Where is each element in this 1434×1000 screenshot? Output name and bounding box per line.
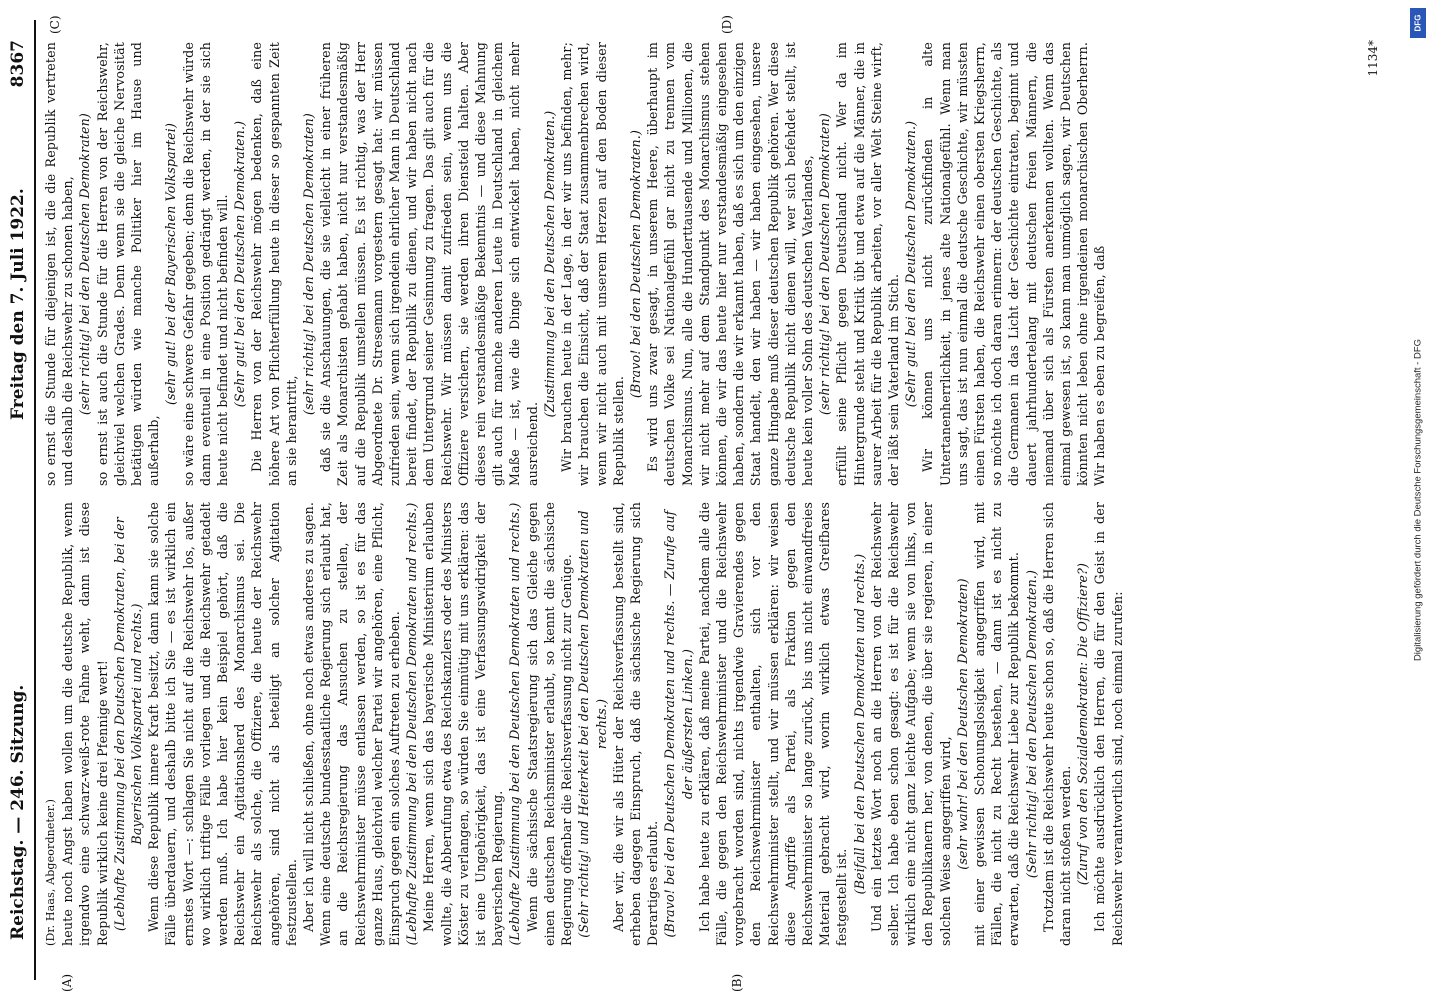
parliamentary-interjection: (Lebhafte Zustimmung bei den Deutschen Demokraten und rechts.): [404, 502, 420, 946]
margin-letter-b: (B): [730, 973, 744, 992]
paragraph: so wäre eine schwere Gefahr gegeben; denn die Reichswehr würde dann eventuell in eine Position gedrängt werden, in der sie sich heute nicht befindet und nicht befinden will.: [180, 42, 231, 486]
parliamentary-interjection: (sehr richtig! bei den Deutschen Demokraten): [301, 113, 317, 415]
paragraph: daß sie die Anschauungen, die sie vielleicht in einer früheren Zeit als Monarchisten gehabt haben, nicht nur verstandesmäßig auf die Republik umstellen müssen. Es ist richtig, was der Herr Abgeordnete Dr. Stresemann vorgestern gesagt hat: wir müssen zufrieden sein, wenn sich irgendein ehrlicher Mann in Deutschland bereit findet, der Republik zu dienen, und wir haben nicht nach dem Untergrund seiner Gesinnung zu fragen. Das gilt auch für die Reichswehr. Wir müssen damit zufrieden sein, wenn uns die Offiziere versichern, sie werden ihren Diensteid halten. Aber dieses rein verstandesmäßige Bekenntnis — und diese Mahnung gilt auch für manche anderen Leute in Deutschland in gleichem Maße — ist, wie die Dinge sich entwickelt haben, nicht mehr ausreichend.: [318, 42, 540, 486]
paragraph: Wenn die sächsische Staatsregierung sich das Gleiche gegen einen deutschen Reichsminister erlaubt, so kennt die sächsische Regierung offenbar die Reichsverfassung nicht zur Genüge.: [524, 502, 575, 946]
paragraph: Wir können uns nicht zurückfinden in alte Untertanenherrlichkeit, in jenes alte Nationalgefühl. Wenn man uns sagt, das ist nun einmal die deutsche Geschichte, wir müssten einen Fürsten haben, die Reichswehr einen obersten Kriegsherrn, so möchte ich doch daran erinnern: der deutschen Geschichte, als die Germanen in das Licht der Geschichte eintraten, beginnt und dauert jahrhundertelang mit deutschen freien Männern, die niemand über sich als Fürsten anerkennen wollten. Wenn das einmal gewesen ist, so kann man unmöglich sagen, wir Deutschen könnten nicht leben ohne irgendeinen monarchischen Oberherrn. Wir haben es eben zu begreifen, daß: [920, 42, 1108, 486]
paragraph: Und ein letztes Wort noch an die Herren von der Reichswehr selber. Ich habe eben schon gesagt: es ist für die Reichswehr wirklich eine nicht ganz leichte Aufgabe; wenn sie von links, von den Republikanern her, von denen, die über sie regieren, in einer solchen Weise angegriffen wird,: [868, 502, 953, 946]
header-rule: [34, 20, 36, 980]
parliamentary-interjection: (Bravo! bei den Deutschen Demokraten und rechts. — Zurufe auf der äußersten Linken.): [662, 510, 695, 938]
parliamentary-interjection: (sehr richtig! bei den Deutschen Demokraten): [77, 113, 93, 415]
paragraph: Meine Herren, wenn sich das bayerische Ministerium erlauben wollte, die Abberufung etwa des Reichskanzlers oder des Ministers Köster zu verlangen, so würden Sie einmütig mit uns erklären: das ist eine Ungehörigkeit, das ist eine Verfassungswidrigkeit der bayerischen Regierung.: [421, 502, 506, 946]
parliamentary-interjection: (Bravo! bei den Deutschen Demokraten.): [627, 129, 643, 399]
page-number: 8367: [8, 40, 28, 88]
parliamentary-interjection: (sehr wahr! bei den Deutschen Demokraten): [954, 578, 970, 870]
paragraph: Trotzdem ist die Reichswehr heute schon so, daß die Herren sich daran nicht stoßen werden.: [1040, 502, 1073, 946]
paragraph: Ich möchte ausdrücklich den Herren, die für den Geist in der Reichswehr verantwortlich sind, noch einmal zurufen:: [1092, 502, 1125, 946]
text-column-right: [42, 42, 1362, 486]
parliamentary-interjection: (Beifall bei den Deutschen Demokraten und rechts.): [851, 553, 867, 895]
margin-letter-a: (A): [60, 973, 74, 992]
header-center: Freitag den 7. Juli 1922.: [8, 188, 28, 420]
paragraph: so ernst ist auch die Stunde für die Herren von der Reichswehr, gleichviel welchen Grades. Denn wenn sie die gleiche Nervosität betätigen würden wie manche Politiker hier im Hause und außerhalb,: [94, 42, 162, 486]
digitization-sidebar: [1402, 0, 1434, 1000]
paragraph: Die Herren von der Reichswehr mögen bedenken, daß eine höhere Art von Pflichterfüllung heute in dieser so gespannten Zeit an sie herantritt,: [249, 42, 299, 486]
header-left: Reichstag. — 246. Sitzung.: [8, 684, 28, 940]
parliamentary-interjection: (Sehr gut! bei den Deutschen Demokraten.): [903, 120, 919, 408]
paragraph: Wenn diese Republik innere Kraft besitzt, dann kann sie solche Fälle überdauern, und deshalb bitte ich Sie — es ist wirklich ein ernstes Wort —: schlagen Sie nicht auf die Reichswehr los, außer wo wirklich triftige Fälle vorliegen und die Reichswehr getadelt werden muß. Ich habe hier kein Beispiel gehört, daß die Reichswehr ein Agitationsherd des Monarchismus sei. Die Reichswehr als solche, die Offiziere, die heute der Reichswehr angehören, sind nicht als beteiligt an solcher Agitation festzustellen.: [146, 502, 299, 946]
paragraph: heute noch Angst haben wollen um die deutsche Republik, wenn irgendwo eine schwarz-weiß-rote Fahne weht, dann ist diese Republik wirklich keine drei Pfennige wert!: [60, 502, 110, 946]
parliamentary-interjection: (Sehr richtig! bei den Deutschen Demokraten.): [1023, 569, 1039, 879]
paragraph: Aber wir, die wir als Hüter der Reichsverfassung bestellt sind, erheben dagegen Einspruch, daß die sächsische Regierung sich Derartiges erlaubt.: [610, 502, 661, 946]
parliamentary-interjection: (Sehr richtig! und Heiterkeit bei den Deutschen Demokraten und rechts.): [576, 510, 609, 938]
paragraph: erfüllt seine Pflicht gegen Deutschland nicht. Wer da im Hintergrunde steht und Kritik übt und etwa auf die Männer, die in saurer Arbeit für die Republik arbeiten, vor aller Welt Steine wirft, der läßt sein Vaterland im Stich.: [834, 42, 901, 486]
paragraph: mit einer gewissen Schonungslosigkeit angegriffen wird, mit Fällen, die nicht zu Recht bestehen, — dann ist es nicht zu erwarten, daß die Reichswehr Liebe zur Republik bekommt.: [971, 502, 1022, 946]
margin-letter-c: (C): [48, 15, 62, 34]
parliamentary-interjection: (Lebhafte Zustimmung bei den Deutschen Demokraten und rechts.): [507, 502, 523, 946]
paragraph: Es wird uns zwar gesagt, in unserem Heere, überhaupt im deutschen Volke sei Nationalgefühl gar nicht zu trennen vom Monarchismus. Nun, alle die Hunderttausende und Millionen, die wir nicht mehr auf dem Standpunkt des Monarchismus stehen können, die wir das heute hier nur verstandesmäßig eingesehen haben, sondern die wir erkannt haben, daß es sich um den einzigen Staat handelt, den wir haben — wir haben eingesehen, unsere ganze Hingabe muß dieser deutschen Republik gehören. Wer diese deutsche Republik nicht dienen will, wer sich befehdet stellt, ist heute kein voller Sohn des deutschen Vaterlandes,: [645, 42, 815, 486]
parliamentary-interjection: (sehr gut! bei der Bayerischen Volkspartei): [163, 122, 179, 406]
paragraph: Aber ich will nicht schließen, ohne noch etwas anderes zu sagen. Wenn eine deutsche bundesstaatliche Regierung sich erlaubt hat, an die Reichsregierung das Ansuchen zu stellen, der Reichswehrminister müsse entlassen werden, so ist es für das ganze Haus, gleichviel welcher Partei wir angehören, eine Pflicht, Einspruch gegen ein solches Auftreten zu erheben.: [301, 502, 403, 946]
paragraph: so ernst die Stunde für diejenigen ist, die die Republik vertreten und deshalb die Reichswehr zu schonen haben,: [43, 42, 76, 486]
parliamentary-interjection: (Zustimmung bei den Deutschen Demokraten.): [541, 110, 557, 418]
parliamentary-interjection: (Lebhafte Zustimmung bei den Deutschen Demokraten, bei der Bayerischen Volkspartei und rechts.): [111, 517, 145, 931]
parliamentary-interjection: (sehr richtig! bei den Deutschen Demokraten): [817, 113, 833, 415]
paragraph: (Dr. Haas, Abgeordneter.): [44, 798, 57, 946]
text-column-left: [42, 502, 1362, 946]
parliamentary-interjection: (Zuruf von den Sozialdemokraten: Die Offiziere?): [1075, 562, 1091, 886]
paragraph: Ich habe heute zu erklären, daß meine Partei, nachdem alle die Fälle, die gegen den Reichswehrminister und die Reichswehr vorgebracht worden sind, nichts irgendwie Gravierendes gegen den Reichswehrminister enthalten, sich vor den Reichswehrminister stellt, und wir müssen erklären: wir weisen diese Angriffe als Partei, als Fraktion gegen den Reichswehrminister so lange zurück, bis uns nicht einwandfreies Material gebracht wird, worin wirklich etwas Greifbares festgestellt ist.: [696, 502, 850, 946]
margin-letter-d: (D): [720, 15, 734, 34]
paragraph: Wir brauchen heute in der Lage, in der wir uns befinden, mehr; wir brauchen die Einsicht, daß der Staat zusammenbrechen wird, wenn wir nicht auch mit unserem Herzen auf den Boden dieser Republik stellen.: [559, 42, 626, 486]
digitization-credit: Digitalisierung gefördert durch die Deutsche Forschungsgemeinschaft - DFG: [1412, 338, 1424, 662]
page-header: [6, 20, 36, 980]
parliamentary-interjection: (Sehr gut! bei den Deutschen Demokraten.): [232, 120, 248, 408]
footer-number: 1134*: [1366, 40, 1380, 77]
dfg-logo: DFG: [1410, 8, 1426, 38]
